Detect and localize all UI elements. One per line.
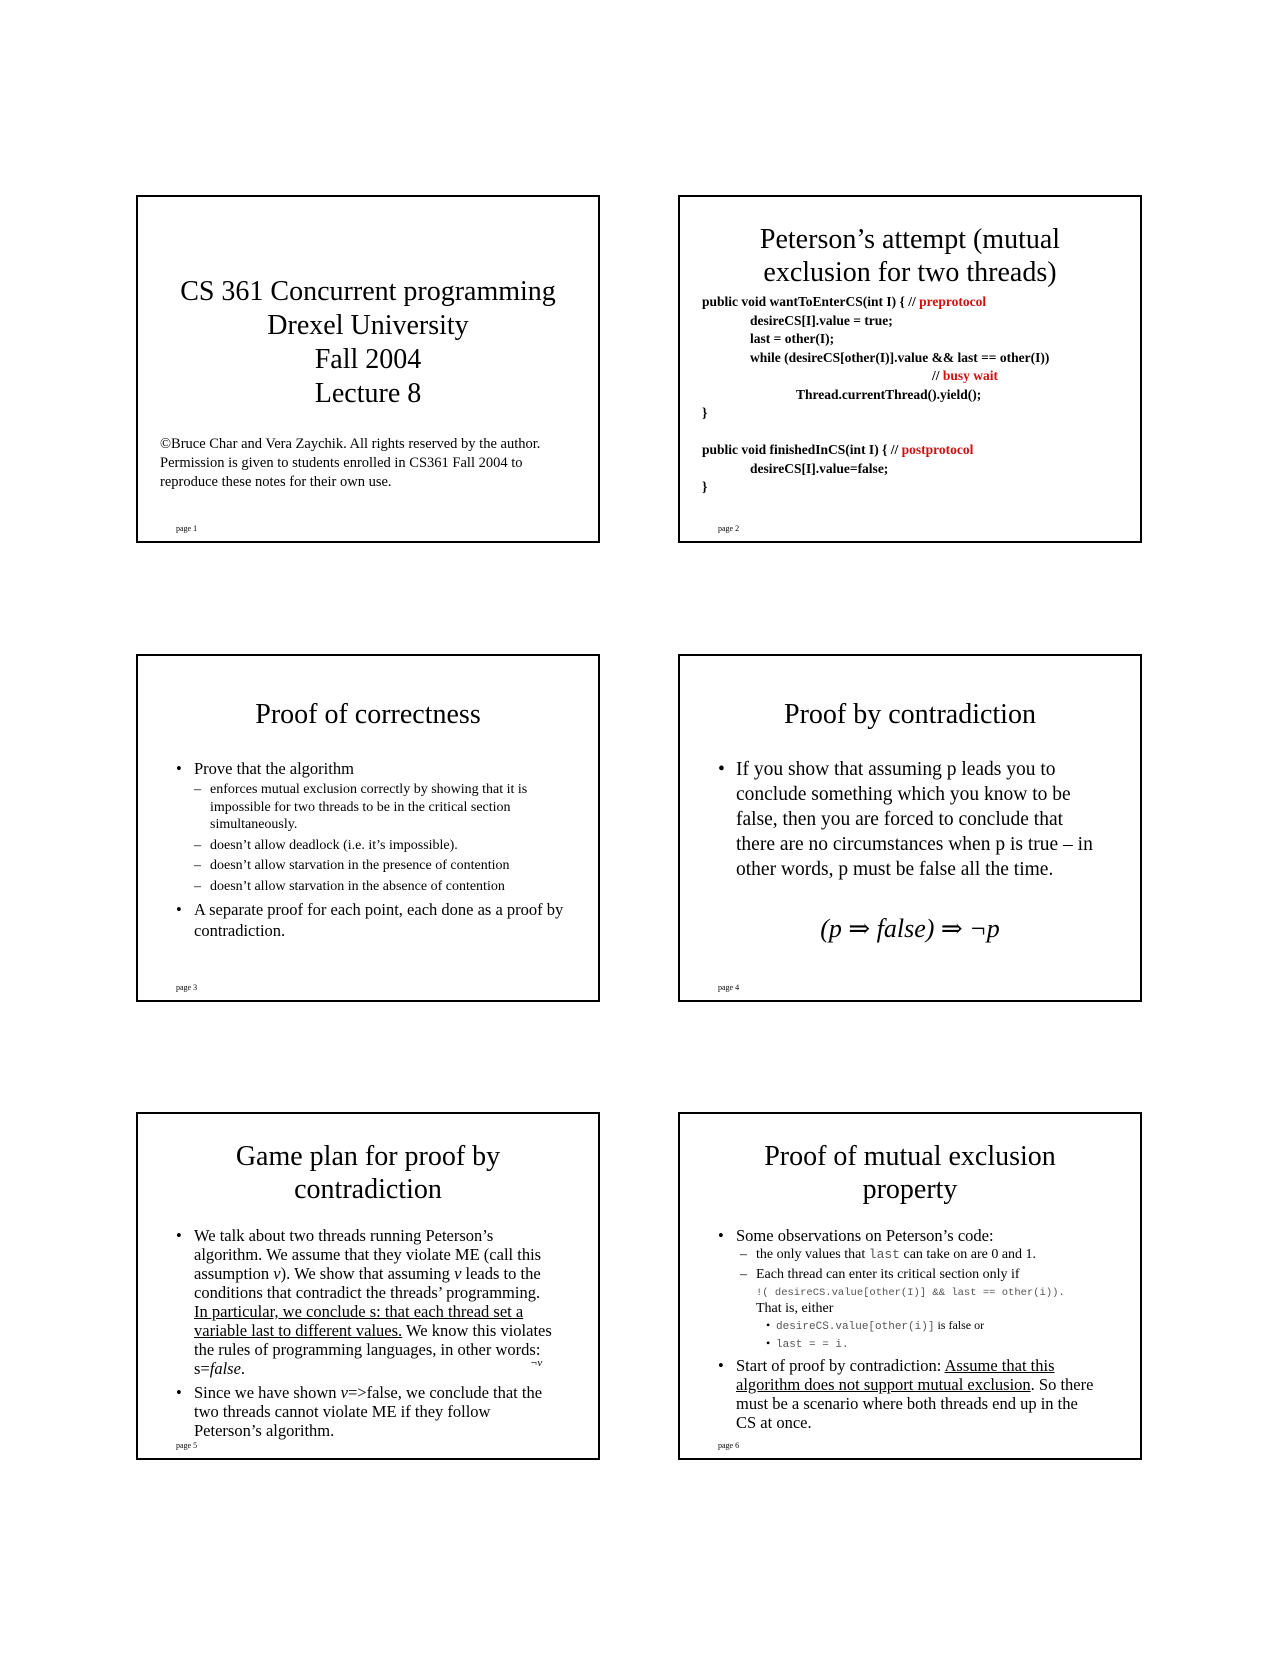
- page-number: page 3: [176, 983, 198, 992]
- slide-6: [678, 1112, 1142, 1460]
- list-item: • last = = i.: [764, 1335, 1102, 1353]
- list-item: – doesn’t allow starvation in the absence of contention: [194, 878, 570, 896]
- code-line: public void wantToEnterCS(int I) { // preprotocol: [702, 294, 987, 309]
- page-number: page 1: [176, 524, 198, 533]
- list-item: • If you show that assuming p leads you to conclude something which you know to be false, then you are forced to conclude that there are no circumstances when p is true – in other words, p must be false all the time.: [718, 757, 1102, 882]
- list-item: – enforces mutual exclusion correctly by showing that it is impossible for two threads to be in the critical section simultaneously.: [194, 781, 570, 834]
- list-item: • desireCS.value[other(i)] is false or: [764, 1317, 1102, 1335]
- code-block: [702, 293, 1049, 497]
- code-line: desireCS[I].value=false;: [750, 460, 889, 476]
- title-line: Fall 2004: [314, 344, 422, 375]
- code-line: [702, 423, 1049, 442]
- page-number: page 5: [176, 1441, 198, 1450]
- not-v-annotation: ¬v: [530, 1357, 543, 1369]
- list-item: – the only values that last can take on are 0 and 1.: [740, 1246, 1102, 1263]
- list-item: • Some observations on Peterson’s code: – the only values that last can take on are 0 and 1. – Each thread can enter its critical section only if !( desireCS.value[other(I)] && last == other(i)). That is, either • desireCS.value[other(i)] is false or • last = = i.: [718, 1226, 1102, 1353]
- bullet-list: [176, 758, 570, 941]
- list-item: – doesn’t allow deadlock (i.e. it’s impossible).: [194, 837, 570, 855]
- code-line: Thread.currentThread().yield();: [796, 386, 982, 402]
- slide-1-title: [138, 275, 598, 411]
- slide-5-title: Game plan for proof by contradiction: [235, 1141, 501, 1205]
- slide-2-title: Peterson’s attempt (mutual exclusion for two threads): [759, 224, 1061, 288]
- list-item: • Start of proof by contradiction: Assume that this algorithm does not support mutual exclusion. So there must be a scenario where both threads end up in the CS at once.: [718, 1356, 1102, 1432]
- code-line: last = other(I);: [750, 331, 835, 346]
- slide-3: [136, 654, 600, 1002]
- title-line: Drexel University: [267, 310, 469, 341]
- code-line: desireCS[I].value = true;: [750, 312, 893, 328]
- sub-list: [740, 1246, 1102, 1353]
- code-line: public void finishedInCS(int I) { // postprotocol: [702, 442, 974, 457]
- code-line: }: [702, 479, 708, 494]
- slide-5: [136, 1112, 600, 1460]
- slide-2: [678, 195, 1142, 543]
- slide-1: [136, 195, 600, 543]
- slide-4-title: Proof by contradiction: [784, 699, 1036, 730]
- slide-6-title: Proof of mutual exclusion property: [764, 1141, 1056, 1205]
- condition-list: [764, 1317, 1102, 1353]
- title-line: Lecture 8: [314, 378, 422, 409]
- list-item: • A separate proof for each point, each done as a proof by contradiction.: [176, 899, 570, 941]
- code-line: while (desireCS[other(I)].value && last == other(I)): [750, 349, 1050, 365]
- page-number: page 2: [718, 524, 740, 533]
- list-item: • Since we have shown v=>false, we conclude that the two threads cannot violate ME if they follow Peterson’s algorithm.: [176, 1383, 554, 1440]
- slide-4: [678, 654, 1142, 1002]
- bullet-list: [718, 757, 1102, 882]
- title-line: CS 361 Concurrent programming: [180, 276, 556, 307]
- list-item: – doesn’t allow starvation in the presence of contention: [194, 857, 570, 875]
- copyright-notice: ©Bruce Char and Vera Zaychik. All rights reserved by the author. Permission is given to students enrolled in CS361 Fall 2004 to reproduce these notes for their own use.: [160, 436, 541, 490]
- implication-formula: (p ⇒ false) ⇒ ¬p: [820, 914, 1000, 943]
- sub-list: [194, 781, 570, 895]
- bullet-list: [718, 1226, 1102, 1432]
- list-item: • Prove that the algorithm – enforces mutual exclusion correctly by showing that it is impossible for two threads to be in the critical section simultaneously. – doesn’t allow deadlock (i.e. it’s impossible). – doesn’t allow starvation in the presence of contention – doesn’t allow starvation in the absence of contention: [176, 758, 570, 895]
- list-item: – Each thread can enter its critical section only if !( desireCS.value[other(I)] && last == other(i)). That is, either • desireCS.value[other(i)] is false or • last = = i.: [740, 1266, 1102, 1353]
- bullet-list: [176, 1226, 554, 1440]
- slide-3-title: Proof of correctness: [255, 699, 481, 730]
- page-number: page 6: [718, 1441, 740, 1450]
- code-line: // busy wait: [932, 368, 999, 383]
- list-item: • We talk about two threads running Peterson’s algorithm. We assume that they violate ME (call this assumption v). We show that assuming v leads to the conditions that contradict the threads’ programming. In particular, we conclude s: that each thread set a variable last to different values. We know this violates the rules of programming languages, in other words: s=false.: [176, 1226, 554, 1378]
- code-line: }: [702, 405, 708, 420]
- page-number: page 4: [718, 983, 740, 992]
